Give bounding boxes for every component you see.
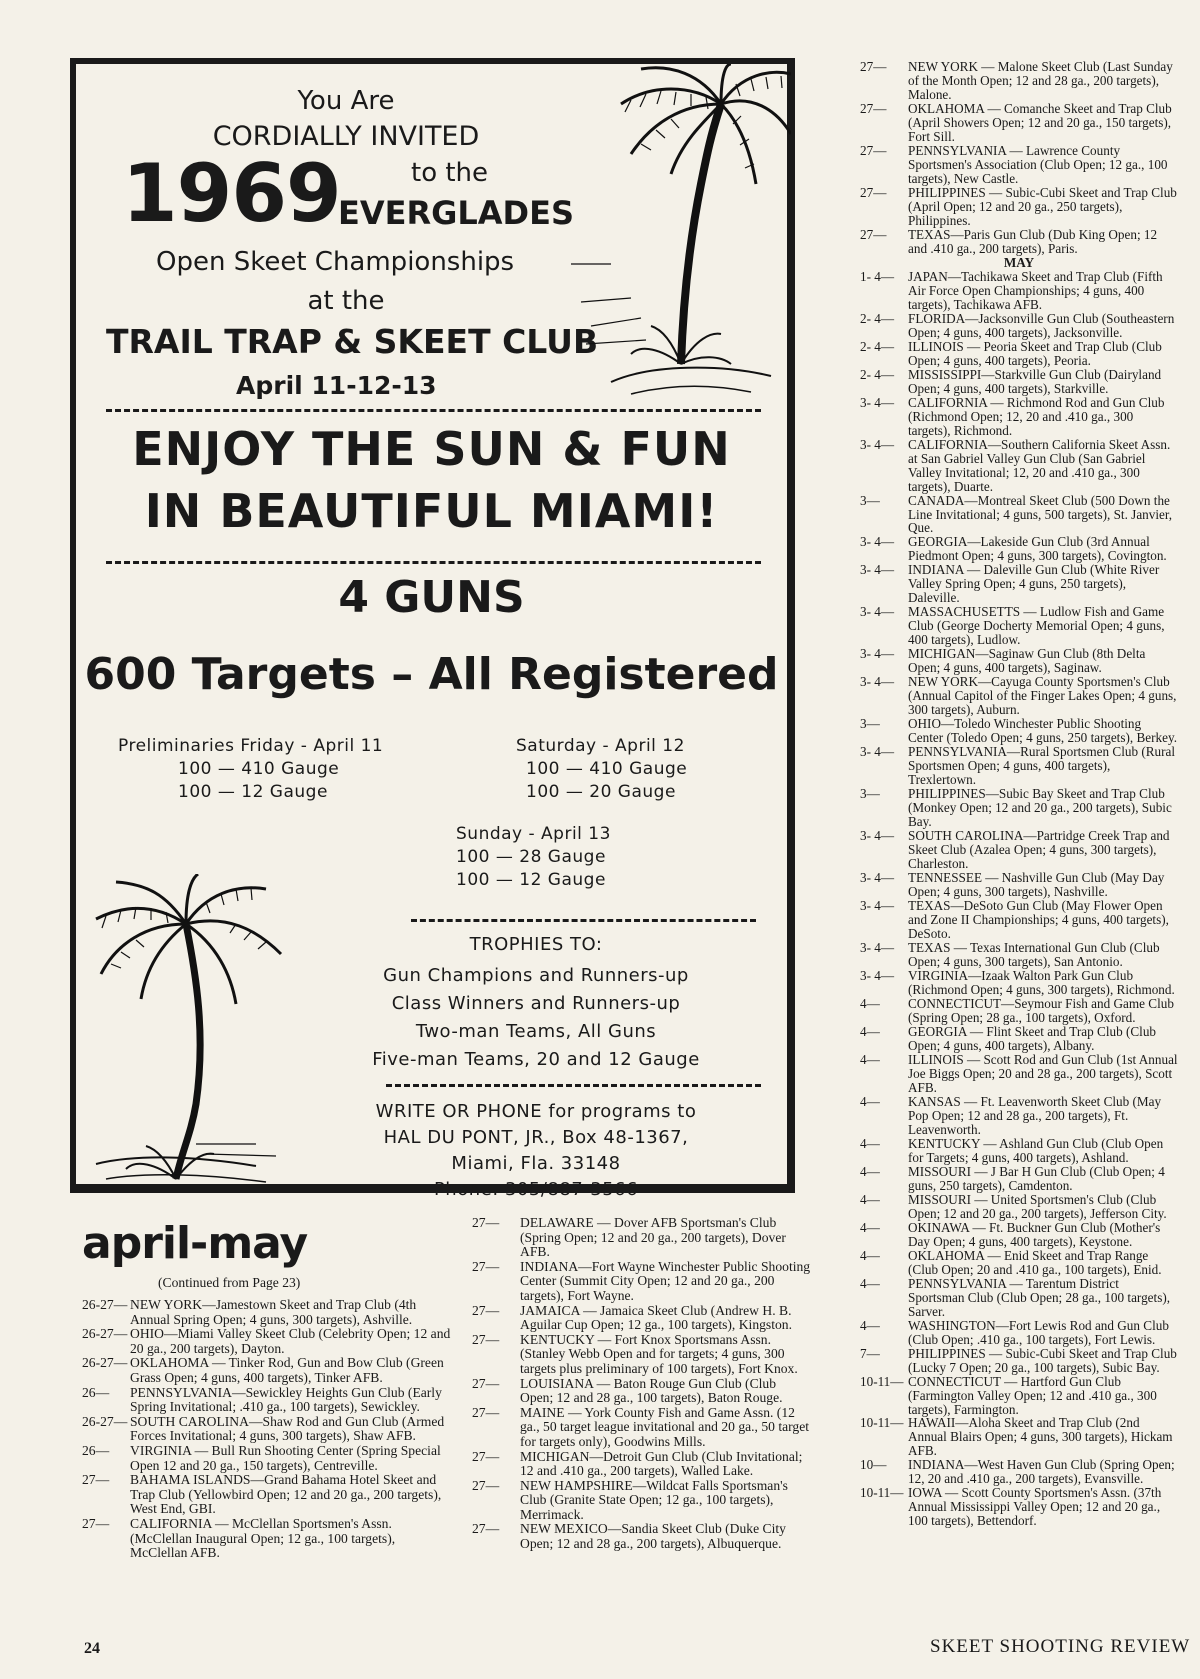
schedule-entry [82, 1517, 454, 1561]
schedule-entry [860, 1095, 1178, 1137]
entry-date: 3— [860, 716, 880, 732]
schedule-entry [82, 1386, 454, 1415]
may-entries [860, 270, 1178, 1529]
schedule-column-3 [860, 60, 1178, 1528]
trophy-item: Two-man Teams, All Guns [415, 1021, 657, 1042]
entry-text: CONNECTICUT—Seymour Fish and Game Club (Spring Open; 28 ga., 100 targets), Oxford. [908, 995, 1174, 1025]
entry-date: 27— [472, 1404, 500, 1420]
entry-text: MISSOURI — J Bar H Gun Club (Club Open; 4 guns, 250 targets), Camdenton. [908, 1163, 1165, 1193]
schedule-entry [82, 1473, 454, 1517]
entry-date: 3- 4— [860, 828, 895, 844]
entry-date: 27— [472, 1521, 500, 1537]
headline-line-1: ENJOY THE SUN & FUN [132, 422, 731, 476]
entry-text: ILLINOIS — Peoria Skeet and Trap Club (Club Open; 4 guns, 400 targets), Peoria. [908, 338, 1162, 368]
schedule-column-1 [82, 1298, 454, 1561]
club-name: TRAIL TRAP & SKEET CLUB [106, 322, 599, 361]
schedule-entry [82, 1415, 454, 1444]
entry-date: 1- 4— [860, 268, 895, 284]
schedule-entry [472, 1333, 812, 1377]
headline-line-2: IN BEAUTIFUL MIAMI! [144, 484, 719, 538]
entry-date: 4— [860, 1247, 880, 1263]
entry-date: 3- 4— [860, 604, 895, 620]
schedule-entry [860, 969, 1178, 997]
sunday-line-2: 100 — 12 Gauge [456, 870, 606, 890]
entry-date: 26-27— [82, 1326, 128, 1342]
divider-1 [106, 409, 761, 412]
entry-date: 27— [860, 184, 887, 200]
entry-date: 3- 4— [860, 534, 895, 550]
schedule-entry [860, 1416, 1178, 1458]
entry-date: 27— [860, 142, 887, 158]
entry-date: 10-11— [860, 1415, 904, 1431]
schedule-entry [860, 1458, 1178, 1486]
schedule-entry [860, 438, 1178, 494]
schedule-entry [860, 1375, 1178, 1417]
entry-date: 4— [860, 1191, 880, 1207]
entry-text: MICHIGAN—Saginaw Gun Club (8th Delta Open; 4 guns, 400 targets), Saginaw. [908, 646, 1146, 676]
schedule-column-2 [472, 1216, 812, 1552]
friday-line-1: 100 — 410 Gauge [178, 759, 340, 779]
schedule-entry [860, 144, 1178, 186]
trophies-title: TROPHIES TO: [469, 934, 603, 955]
contact-line-4: Phone: 305/887-3566 [433, 1179, 639, 1200]
continued-note: (Continued from Page 23) [158, 1275, 301, 1290]
schedule-entry [860, 1319, 1178, 1347]
invite-line-2: CORDIALLY INVITED [212, 121, 480, 152]
entry-date: 4— [860, 1093, 880, 1109]
schedule-entry [860, 494, 1178, 536]
entry-text: INDIANA—Fort Wayne Winchester Public Shooting Center (Summit City Open; 12 and 20 ga., 200 targets), Fort Wayne. [520, 1258, 811, 1303]
schedule-entry [860, 368, 1178, 396]
schedule-entry [472, 1522, 812, 1551]
schedule-entry [472, 1479, 812, 1523]
schedule-entry [860, 1053, 1178, 1095]
entry-date: 27— [472, 1375, 500, 1391]
divider-3 [411, 919, 756, 922]
entry-date: 4— [860, 1163, 880, 1179]
friday-title: Preliminaries Friday - April 11 [118, 736, 384, 756]
entry-text: PENNSYLVANIA — Lawrence County Sportsmen's Association (Club Open; 12 ga., 100 targets), New Castle. [908, 142, 1168, 186]
to-the-text: to the [411, 158, 489, 188]
schedule-entry [860, 1277, 1178, 1319]
entry-date: 2- 4— [860, 366, 895, 382]
entry-text: KENTUCKY — Ashland Gun Club (Club Open for Targets; 4 guns, 400 targets), Ashland. [908, 1135, 1164, 1165]
entry-text: MICHIGAN—Detroit Gun Club (Club Invitational; 12 and .410 ga., 200 targets), Walled Lake. [520, 1448, 803, 1479]
entry-text: PENNSYLVANIA—Sewickley Heights Gun Club (Early Spring Invitational; .410 ga., 100 targets), Sewickley. [130, 1384, 442, 1415]
entry-date: 4— [860, 1219, 880, 1235]
entry-date: 3— [860, 492, 880, 508]
saturday-schedule [516, 736, 687, 802]
schedule-entry [860, 60, 1178, 102]
entry-date: 4— [860, 1317, 880, 1333]
entry-text: SOUTH CAROLINA—Shaw Rod and Gun Club (Armed Forces Invitational; 4 guns, 300 targets), Shaw AFB. [130, 1413, 445, 1444]
entry-text: OKLAHOMA — Comanche Skeet and Trap Club (April Showers Open; 12 and 20 ga., 150 targets), Fort Sill. [908, 100, 1172, 144]
entry-text: NEW MEXICO—Sandia Skeet Club (Duke City Open; 12 and 28 ga., 200 targets), Albuquerque. [520, 1521, 786, 1552]
schedule-entry [860, 717, 1178, 745]
saturday-line-1: 100 — 410 Gauge [526, 759, 688, 779]
palm-tree-top-illustration [571, 64, 791, 404]
entry-text: CALIFORNIA — Richmond Rod and Gun Club (Richmond Open; 12, 20 and .410 ga., 300 targets), Richmond. [908, 394, 1165, 438]
entry-text: IOWA — Scott County Sportsmen's Assn. (37th Annual Mississippi Valley Open; 12 and 20 ga., 100 targets), Bettendorf. [908, 1485, 1162, 1529]
entry-date: 27— [472, 1302, 500, 1318]
entry-text: OKLAHOMA — Tinker Rod, Gun and Bow Club (Green Grass Open; 4 guns, 400 targets), Tinker AFB. [130, 1355, 444, 1385]
entry-date: 27— [472, 1215, 500, 1230]
entry-text: NEW YORK — Malone Skeet Club (Last Sunday of the Month Open; 12 and 28 ga., 200 targets), Malone. [908, 59, 1173, 102]
schedule-entry [860, 675, 1178, 717]
entry-text: KANSAS — Ft. Leavenworth Skeet Club (May Pop Open; 12 and 28 ga., 200 targets), Ft. Leavenworth. [908, 1093, 1162, 1137]
schedule-entry [860, 1025, 1178, 1053]
entry-date: 3- 4— [860, 744, 895, 760]
schedule-entry [472, 1406, 812, 1450]
schedule-entry [860, 997, 1178, 1025]
entry-date: 3- 4— [860, 394, 895, 410]
entry-date: 26— [82, 1442, 110, 1458]
schedule-entry [860, 102, 1178, 144]
entry-date: 3— [860, 786, 880, 802]
entry-text: TEXAS—DeSoto Gun Club (May Flower Open and Zone II Championships; 4 guns, 400 targets), DeSoto. [908, 898, 1169, 942]
entry-date: 3- 4— [860, 674, 895, 690]
saturday-title: Saturday - April 12 [516, 736, 685, 756]
entry-text: FLORIDA—Jacksonville Gun Club (Southeastern Open; 4 guns, 400 targets), Jacksonville. [908, 310, 1175, 340]
entry-text: MASSACHUSETTS — Ludlow Fish and Game Club (George Docherty Memorial Open; 4 guns, 400 targets), Ludlow. [908, 604, 1165, 648]
event-dates: April 11-12-13 [236, 371, 437, 400]
schedule-entry [860, 270, 1178, 312]
schedule-entry [860, 340, 1178, 368]
schedule-entry [860, 605, 1178, 647]
entry-text: DELAWARE — Dover AFB Sportsman's Club (Spring Open; 12 and 20 ga., 200 targets), Dover AFB. [520, 1215, 786, 1260]
schedule-entry [860, 535, 1178, 563]
entry-text: OKLAHOMA — Enid Skeet and Trap Range (Club Open; 20 and .410 ga., 100 targets), Enid. [908, 1247, 1162, 1277]
entry-date: 3- 4— [860, 967, 895, 983]
targets-headline: 600 Targets – All Registered [84, 649, 779, 700]
entry-text: SOUTH CAROLINA—Partridge Creek Trap and Skeet Club (Azalea Open; 4 guns, 300 targets), Charleston. [908, 828, 1170, 872]
event-advertisement [70, 58, 795, 1200]
contact-info [326, 1099, 746, 1203]
entry-text: NEW YORK—Cayuga County Sportsmen's Club (Annual Capitol of the Finger Lakes Open; 4 guns, 300 targets), Auburn. [908, 674, 1177, 718]
palm-tree-bottom-illustration [86, 874, 286, 1194]
schedule-entry [472, 1377, 812, 1406]
entry-text: GEORGIA—Lakeside Gun Club (3rd Annual Piedmont Open; 4 guns, 300 targets), Covington. [908, 534, 1167, 564]
schedule-entry [472, 1260, 812, 1304]
schedule-entry [860, 312, 1178, 340]
entry-text: VIRGINIA—Izaak Walton Park Gun Club (Richmond Open; 4 guns, 300 targets), Richmond. [908, 967, 1175, 997]
entry-date: 26-27— [82, 1355, 128, 1371]
entry-date: 4— [860, 1051, 880, 1067]
entry-text: NEW YORK—Jamestown Skeet and Trap Club (4th Annual Spring Open; 4 guns, 300 targets), Ashville. [130, 1297, 417, 1327]
entry-date: 4— [860, 1023, 880, 1039]
entry-text: PHILIPPINES — Subic-Cubi Skeet and Trap Club (April Open; 12 and 20 ga., 250 targets), Philippines. [908, 184, 1177, 228]
entry-date: 4— [860, 1135, 880, 1151]
entry-date: 3- 4— [860, 870, 895, 886]
entry-date: 26-27— [82, 1413, 128, 1429]
entry-text: ILLINOIS — Scott Rod and Gun Club (1st Annual Joe Biggs Open; 20 and 28 ga., 200 targets), Scott AFB. [908, 1051, 1178, 1095]
schedule-entry [860, 1347, 1178, 1375]
schedule-entry [860, 829, 1178, 871]
entry-date: 3- 4— [860, 562, 895, 578]
schedule-entry [860, 899, 1178, 941]
page-number: 24 [84, 1640, 100, 1657]
entry-text: TEXAS — Texas International Gun Club (Club Open; 4 guns, 300 targets), San Antonio. [908, 940, 1160, 969]
section-title: april-may [82, 1218, 308, 1269]
trophies-list [326, 962, 746, 1074]
entry-text: PENNSYLVANIA—Rural Sportsmen Club (Rural Sportsmen Open; 4 guns, 400 targets), Trexlertown. [908, 744, 1176, 788]
schedule-entry [860, 787, 1178, 829]
schedule-entry [82, 1444, 454, 1473]
schedule-entry [860, 941, 1178, 969]
entry-text: PHILIPPINES—Subic Bay Skeet and Trap Club (Monkey Open; 12 and 20 ga., 200 targets), Subic Bay. [908, 786, 1172, 830]
entry-text: PHILIPPINES — Subic-Cubi Skeet and Trap Club (Lucky 7 Open; 20 ga., 100 targets), Subic Bay. [908, 1345, 1177, 1375]
schedule-entry [82, 1298, 454, 1327]
entry-text: CANADA—Montreal Skeet Club (500 Down the Line Invitational; 4 guns, 500 targets), St. Janvier, Que. [908, 492, 1173, 536]
invite-line-1: You Are [297, 86, 395, 116]
entry-date: 7— [860, 1345, 880, 1361]
magazine-title: SKEET SHOOTING REVIEW [930, 1636, 1191, 1657]
event-year: 1969 [122, 147, 341, 240]
contact-line-1: WRITE OR PHONE for programs to [375, 1101, 697, 1122]
entry-date: 4— [860, 1275, 880, 1291]
entry-date: 10-11— [860, 1485, 904, 1501]
entry-text: NEW HAMPSHIRE—Wildcat Falls Sportsman's Club (Granite State Open; 12 ga., 100 targets), Merrimack. [520, 1477, 788, 1522]
entry-text: JAPAN—Tachikawa Skeet and Trap Club (Fifth Air Force Open Championships; 4 guns, 400 targets), Tachikawa AFB. [908, 268, 1163, 312]
friday-schedule [118, 736, 383, 802]
entry-date: 3- 4— [860, 646, 895, 662]
entry-text: OKINAWA — Ft. Buckner Gun Club (Mother's Day Open; 4 guns, 400 targets), Keystone. [908, 1219, 1161, 1249]
entry-date: 27— [472, 1477, 500, 1493]
schedule-entry [82, 1327, 454, 1356]
everglades-text: EVERGLADES [338, 194, 575, 232]
entry-text: PENNSYLVANIA — Tarentum District Sportsman Club (Club Open; 28 ga., 100 targets), Sarver. [908, 1275, 1171, 1319]
at-the-text: at the [307, 286, 385, 316]
entry-date: 3- 4— [860, 940, 895, 956]
entry-text: INDIANA—West Haven Gun Club (Spring Open; 12, 20 and .410 ga., 200 targets), Evansville. [908, 1457, 1175, 1487]
entry-date: 27— [472, 1258, 500, 1274]
schedule-entry [860, 1221, 1178, 1249]
entry-text: JAMAICA — Jamaica Skeet Club (Andrew H. B. Aguilar Cup Open; 12 ga., 100 targets), Kingston. [520, 1302, 792, 1333]
entry-date: 26-27— [82, 1297, 128, 1312]
entry-date: 27— [82, 1515, 110, 1531]
saturday-line-2: 100 — 20 Gauge [526, 782, 676, 802]
divider-4 [386, 1084, 761, 1087]
contact-line-3: Miami, Fla. 33148 [451, 1153, 621, 1174]
entry-text: CALIFORNIA — McClellan Sportsmen's Assn. (McClellan Inaugural Open; 12 ga., 100 targets), McClellan AFB. [130, 1515, 396, 1561]
entry-date: 27— [860, 226, 887, 242]
schedule-entry [860, 745, 1178, 787]
entry-text: LOUISIANA — Baton Rouge Gun Club (Club Open; 12 and 28 ga., 100 targets), Baton Rouge. [520, 1375, 783, 1406]
entry-text: CONNECTICUT — Hartford Gun Club (Farmington Valley Open; 12 and .410 ga., 300 targets), Farmington. [908, 1373, 1157, 1417]
entry-date: 10-11— [860, 1373, 904, 1389]
guns-headline: 4 GUNS [338, 572, 525, 623]
schedule-entry [472, 1450, 812, 1479]
entry-date: 27— [472, 1331, 500, 1347]
schedule-entry [860, 647, 1178, 675]
entry-date: 27— [472, 1448, 500, 1464]
entry-date: 27— [860, 100, 887, 116]
entry-text: CALIFORNIA—Southern California Skeet Assn. at San Gabriel Valley Gun Club (San Gabriel Valley Invitational; 12, 20 and .410 ga., 300 targets), Duarte. [908, 436, 1171, 494]
schedule-entry [860, 1249, 1178, 1277]
entry-text: TENNESSEE — Nashville Gun Club (May Day Open; 4 guns, 300 targets), Nashville. [908, 870, 1165, 900]
entry-date: 10— [860, 1457, 887, 1473]
entry-text: BAHAMA ISLANDS—Grand Bahama Hotel Skeet and Trap Club (Yellowbird Open; 12 and 20 ga., 200 targets), West End, GBI. [130, 1472, 442, 1517]
entry-text: TEXAS—Paris Gun Club (Dub King Open; 12 and .410 ga., 200 targets), Paris. [908, 226, 1158, 256]
trophy-item: Five-man Teams, 20 and 12 Gauge [372, 1049, 700, 1070]
entry-text: OHIO—Toledo Winchester Public Shooting Center (Toledo Open; 4 guns, 250 targets), Berkey. [908, 716, 1177, 746]
sunday-schedule [456, 824, 611, 890]
schedule-entry [472, 1216, 812, 1260]
entry-text: VIRGINIA — Bull Run Shooting Center (Spring Special Open 12 and 20 ga., 150 targets), Centreville. [130, 1442, 441, 1473]
friday-line-2: 100 — 12 Gauge [178, 782, 328, 802]
entry-text: MAINE — York County Fish and Game Assn. (12 ga., 50 target league invitational and 20 ga., 50 target for targets only), Goodwins Mills. [520, 1404, 810, 1449]
schedule-entry [860, 1137, 1178, 1165]
championship-name: Open Skeet Championships [156, 247, 515, 277]
entry-text: HAWAII—Aloha Skeet and Trap Club (2nd Annual Blairs Open; 4 guns, 300 targets), Hickam AFB. [908, 1415, 1173, 1459]
schedule-entry [472, 1304, 812, 1333]
entry-text: MISSISSIPPI—Starkville Gun Club (Dairyland Open; 4 guns, 400 targets), Starkville. [908, 366, 1162, 396]
entry-date: 4— [860, 995, 880, 1011]
entry-text: GEORGIA — Flint Skeet and Trap Club (Club Open; 4 guns, 400 targets), Albany. [908, 1023, 1157, 1053]
entry-date: 27— [860, 59, 887, 74]
entry-date: 26— [82, 1384, 110, 1400]
entry-text: WASHINGTON—Fort Lewis Rod and Gun Club (Club Open; .410 ga., 100 targets), Fort Lewis. [908, 1317, 1169, 1347]
trophy-item: Gun Champions and Runners-up [383, 965, 689, 986]
entry-text: OHIO—Miami Valley Skeet Club (Celebrity Open; 12 and 20 ga., 200 targets), Dayton. [130, 1326, 451, 1356]
schedule-entry [860, 871, 1178, 899]
trophy-item: Class Winners and Runners-up [391, 993, 681, 1014]
divider-2 [106, 561, 761, 564]
month-heading: MAY [1003, 254, 1035, 270]
entry-date: 2- 4— [860, 338, 895, 354]
entry-date: 3- 4— [860, 436, 895, 452]
schedule-entry [860, 1486, 1178, 1528]
sunday-title: Sunday - April 13 [456, 824, 611, 844]
schedule-entry [860, 186, 1178, 228]
entry-text: MISSOURI — United Sportsmen's Club (Club Open; 12 and 20 ga., 200 targets), Jefferson City. [908, 1191, 1167, 1221]
schedule-entry [860, 396, 1178, 438]
schedule-entry [860, 1193, 1178, 1221]
schedule-entry [82, 1356, 454, 1385]
entry-date: 2- 4— [860, 310, 895, 326]
contact-line-2: HAL DU PONT, JR., Box 48-1367, [383, 1127, 689, 1148]
entry-text: INDIANA — Daleville Gun Club (White River Valley Spring Open; 4 guns, 250 targets), Daleville. [908, 562, 1160, 606]
april-entries [860, 60, 1178, 256]
schedule-entry [860, 563, 1178, 605]
schedule-entry [860, 1165, 1178, 1193]
entry-date: 27— [82, 1472, 110, 1488]
entry-date: 3- 4— [860, 898, 895, 914]
schedule-entry [860, 228, 1178, 256]
sunday-line-1: 100 — 28 Gauge [456, 847, 606, 867]
entry-text: KENTUCKY — Fort Knox Sportsmans Assn. (Stanley Webb Open and for targets; 4 guns, 300 targets plus preliminary of 100 targets), Fort Knox. [520, 1331, 798, 1376]
